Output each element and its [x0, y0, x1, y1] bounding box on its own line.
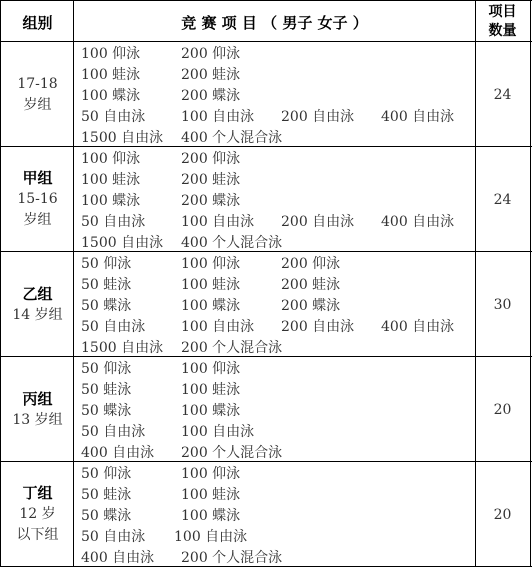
header-events: 竞 赛 项 目 （ 男子 女子 ） — [181, 13, 368, 32]
table-border — [0, 41, 532, 42]
group-name: 丁组 — [22, 484, 53, 502]
header-count-line2: 数量 — [488, 23, 517, 39]
event-item: 100 自由泳 — [181, 319, 255, 335]
event-item: 100 自由泳 — [181, 424, 255, 440]
group-age: 12 岁 — [19, 506, 56, 522]
header-group: 组别 — [22, 13, 53, 32]
table-border — [0, 566, 532, 567]
event-item: 200 仰泳 — [181, 46, 241, 62]
event-item: 200 蝶泳 — [181, 88, 241, 104]
event-count: 24 — [493, 86, 512, 103]
group-age: 13 岁组 — [12, 411, 63, 428]
event-item: 200 仰泳 — [281, 256, 341, 272]
event-item: 200 蛙泳 — [281, 277, 341, 293]
group-age-suffix: 以下组 — [16, 527, 59, 543]
event-item: 100 仰泳 — [181, 256, 241, 272]
event-item: 100 仰泳 — [181, 466, 241, 482]
event-item: 200 个人混合泳 — [181, 445, 283, 461]
event-count: 20 — [493, 506, 512, 523]
event-item: 400 个人混合泳 — [181, 235, 283, 251]
group-age: 15-16 — [17, 191, 58, 207]
group-name: 甲组 — [22, 169, 53, 187]
event-item: 1500 自由泳 — [81, 340, 164, 356]
table-border — [0, 0, 532, 1]
event-item: 1500 自由泳 — [81, 235, 164, 251]
group-cell — [2, 252, 73, 357]
group-cell — [2, 357, 73, 462]
event-item: 50 仰泳 — [81, 361, 132, 377]
event-item: 50 蝶泳 — [81, 508, 132, 524]
group-cell — [2, 147, 73, 252]
event-item: 100 自由泳 — [181, 109, 255, 125]
event-item: 400 自由泳 — [381, 214, 455, 230]
event-item: 200 自由泳 — [281, 319, 355, 335]
event-item: 50 蛙泳 — [81, 382, 132, 398]
event-item: 100 仰泳 — [181, 361, 241, 377]
event-item: 50 蛙泳 — [81, 277, 132, 293]
event-item: 100 蝶泳 — [181, 508, 241, 524]
event-item: 100 仰泳 — [81, 151, 141, 167]
event-item: 100 蛙泳 — [181, 277, 241, 293]
event-item: 50 自由泳 — [81, 529, 146, 545]
group-cell — [2, 42, 73, 147]
event-item: 200 蝶泳 — [181, 193, 241, 209]
event-item: 50 自由泳 — [81, 319, 146, 335]
event-item: 100 蝶泳 — [181, 403, 241, 419]
event-count: 20 — [493, 401, 512, 418]
event-item: 400 自由泳 — [381, 319, 455, 335]
event-item: 400 自由泳 — [81, 550, 155, 566]
event-item: 50 自由泳 — [81, 109, 146, 125]
event-item: 400 个人混合泳 — [181, 130, 283, 146]
event-item: 50 自由泳 — [81, 424, 146, 440]
table-border — [530, 0, 531, 567]
header-count-line1: 项目 — [488, 4, 517, 20]
event-item: 200 蛙泳 — [181, 172, 241, 188]
group-age: 14 岁组 — [12, 306, 63, 323]
event-item: 200 个人混合泳 — [181, 340, 283, 356]
event-item: 200 仰泳 — [181, 151, 241, 167]
table-border — [0, 146, 532, 147]
event-item: 100 蛙泳 — [81, 67, 141, 83]
event-item: 100 蝶泳 — [81, 88, 141, 104]
event-item: 1500 自由泳 — [81, 130, 164, 146]
event-item: 400 自由泳 — [81, 445, 155, 461]
event-count: 30 — [493, 296, 512, 313]
event-item: 50 仰泳 — [81, 256, 132, 272]
header-count — [476, 2, 529, 42]
group-cell — [2, 462, 73, 567]
group-age: 17-18 — [17, 75, 58, 92]
event-item: 100 蛙泳 — [181, 382, 241, 398]
event-item: 200 自由泳 — [281, 214, 355, 230]
group-age-suffix: 岁组 — [23, 212, 52, 228]
table-border — [0, 461, 532, 462]
event-item: 100 蝶泳 — [81, 193, 141, 209]
event-item: 200 个人混合泳 — [181, 550, 283, 566]
group-name: 乙组 — [22, 284, 53, 303]
event-item: 50 仰泳 — [81, 466, 132, 482]
group-age-suffix: 岁组 — [23, 96, 52, 113]
event-item: 50 蝶泳 — [81, 403, 132, 419]
table-border — [73, 0, 74, 567]
event-count: 24 — [493, 191, 512, 208]
event-item: 100 自由泳 — [174, 529, 248, 545]
event-item: 200 蛙泳 — [181, 67, 241, 83]
table-border — [475, 0, 476, 567]
table-border — [0, 251, 532, 252]
event-item: 100 蛙泳 — [81, 172, 141, 188]
event-item: 200 蝶泳 — [281, 298, 341, 314]
table-border — [0, 0, 1, 567]
event-item: 50 自由泳 — [81, 214, 146, 230]
table-border — [0, 356, 532, 357]
event-item: 100 蝶泳 — [181, 298, 241, 314]
event-item: 100 自由泳 — [181, 214, 255, 230]
group-name: 丙组 — [22, 389, 53, 408]
event-item: 50 蛙泳 — [81, 487, 132, 503]
event-item: 400 自由泳 — [381, 109, 455, 125]
event-item: 200 自由泳 — [281, 109, 355, 125]
event-item: 100 仰泳 — [81, 46, 141, 62]
event-item: 100 蛙泳 — [181, 487, 241, 503]
event-item: 50 蝶泳 — [81, 298, 132, 314]
